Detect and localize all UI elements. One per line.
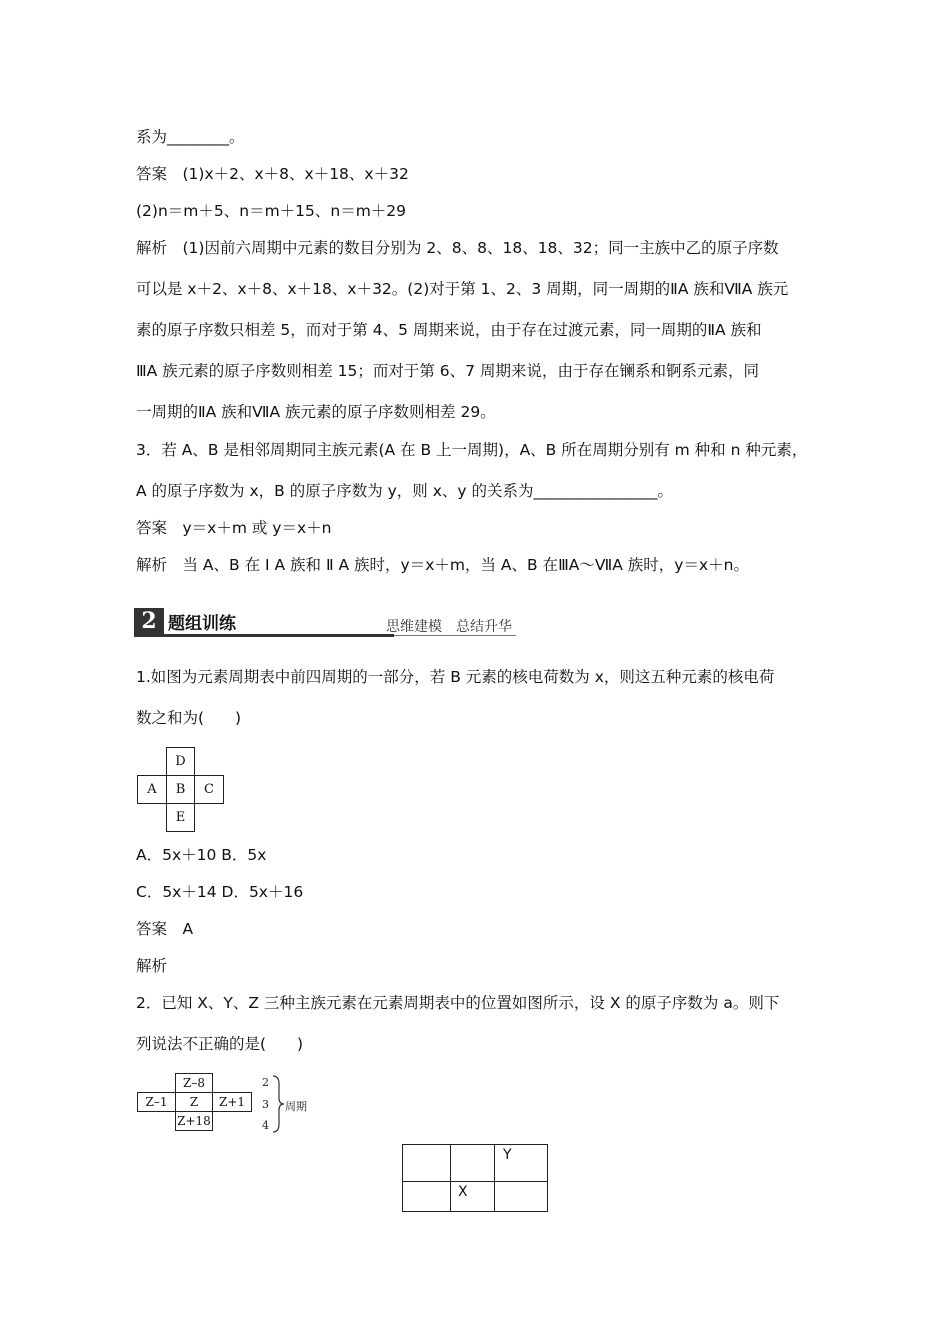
banner-underline xyxy=(134,634,394,637)
answer-line: (2)n＝m＋5、n＝m＋15、n＝m＋29 xyxy=(136,202,407,220)
answer-line: 答案 A xyxy=(136,920,194,938)
section-subtitle: 思维建模 总结升华 xyxy=(386,619,512,635)
section-title: 题组训练 xyxy=(168,614,236,634)
xy-position-table xyxy=(402,1144,548,1212)
grid-cell-d: D xyxy=(166,747,195,776)
text-line: 系为________。 xyxy=(136,128,245,146)
brace-icon xyxy=(271,1074,285,1134)
analysis-line: 解析 xyxy=(136,957,168,975)
question-2-stem: 2．已知 X、Y、Z 三种主族元素在元素周期表中的位置如图所示，设 X 的原子序数为 a。则下 xyxy=(136,994,780,1012)
period-number: 2 xyxy=(262,1076,269,1089)
question-1-stem: 1.如图为元素周期表中前四周期的一部分，若 B 元素的核电荷数为 x，则这五种元素的核电荷 xyxy=(136,668,775,686)
question-2-stem: 列说法不正确的是( ) xyxy=(136,1035,304,1053)
answer-line: 答案 y＝x＋m 或 y＝x＋n xyxy=(136,519,332,537)
section-number: 2 xyxy=(134,608,164,634)
grid-cell-e: E xyxy=(166,803,195,832)
answer-line: 答案 (1)x＋2、x＋8、x＋18、x＋32 xyxy=(136,165,409,183)
question-1-options: A．5x＋10 B．5x xyxy=(136,846,267,864)
analysis-line: 解析 当 A、B 在 Ⅰ A 族和 Ⅱ A 族时，y＝x＋m，当 A、B 在ⅢA～ⅦA 族时，y＝x＋n。 xyxy=(136,556,749,574)
period-number: 3 xyxy=(262,1098,269,1111)
question-1-options: C．5x＋14 D．5x＋16 xyxy=(136,883,304,901)
grid-cell-z-plus-1: Z+1 xyxy=(212,1092,252,1112)
grid-cell-b: B xyxy=(166,775,195,804)
section-banner xyxy=(134,606,516,636)
table-cell-x: X xyxy=(450,1181,495,1212)
analysis-line: 解析 (1)因前六周期中元素的数目分别为 2、8、8、18、18、32；同一主族中乙的原子序数 xyxy=(136,239,779,257)
question-3-line: 3．若 A、B 是相邻周期同主族元素(A 在 B 上一周期)，A、B 所在周期分别有 m 种和 n 种元素， xyxy=(136,441,808,459)
table-cell xyxy=(402,1144,451,1182)
analysis-line: 素的原子序数只相差 5，而对于第 4、5 周期来说，由于存在过渡元素，同一周期的ⅡA 族和 xyxy=(136,321,762,339)
table-cell-y: Y xyxy=(494,1144,548,1182)
grid-cell-c: C xyxy=(194,775,224,804)
table-cell xyxy=(494,1181,548,1212)
analysis-line: 一周期的ⅡA 族和ⅦA 族元素的原子序数则相差 29。 xyxy=(136,403,496,421)
period-number: 4 xyxy=(262,1119,269,1132)
grid-cell-a: A xyxy=(137,775,167,804)
analysis-line: 可以是 x＋2、x＋8、x＋18、x＋32。(2)对于第 1、2、3 周期，同一周期的ⅡA 族和ⅦA 族元 xyxy=(136,280,789,298)
period-label: 周期 xyxy=(285,1100,307,1113)
grid-cell-z-plus-18: Z+18 xyxy=(175,1111,213,1131)
table-cell xyxy=(402,1181,451,1212)
analysis-line: ⅢA 族元素的原子序数则相差 15；而对于第 6、7 周期来说，由于存在镧系和锕系元素，同 xyxy=(136,362,759,380)
banner-thin-rule xyxy=(394,635,516,636)
question-1-stem: 数之和为( ) xyxy=(136,709,242,727)
grid-cell-z: Z xyxy=(175,1092,213,1112)
grid-cell-z-minus-8: Z–8 xyxy=(175,1073,213,1093)
question-3-line: A 的原子序数为 x，B 的原子序数为 y，则 x、y 的关系为________________。 xyxy=(136,482,673,500)
grid-cell-z-minus-1: Z–1 xyxy=(137,1092,176,1112)
table-cell xyxy=(450,1144,495,1182)
